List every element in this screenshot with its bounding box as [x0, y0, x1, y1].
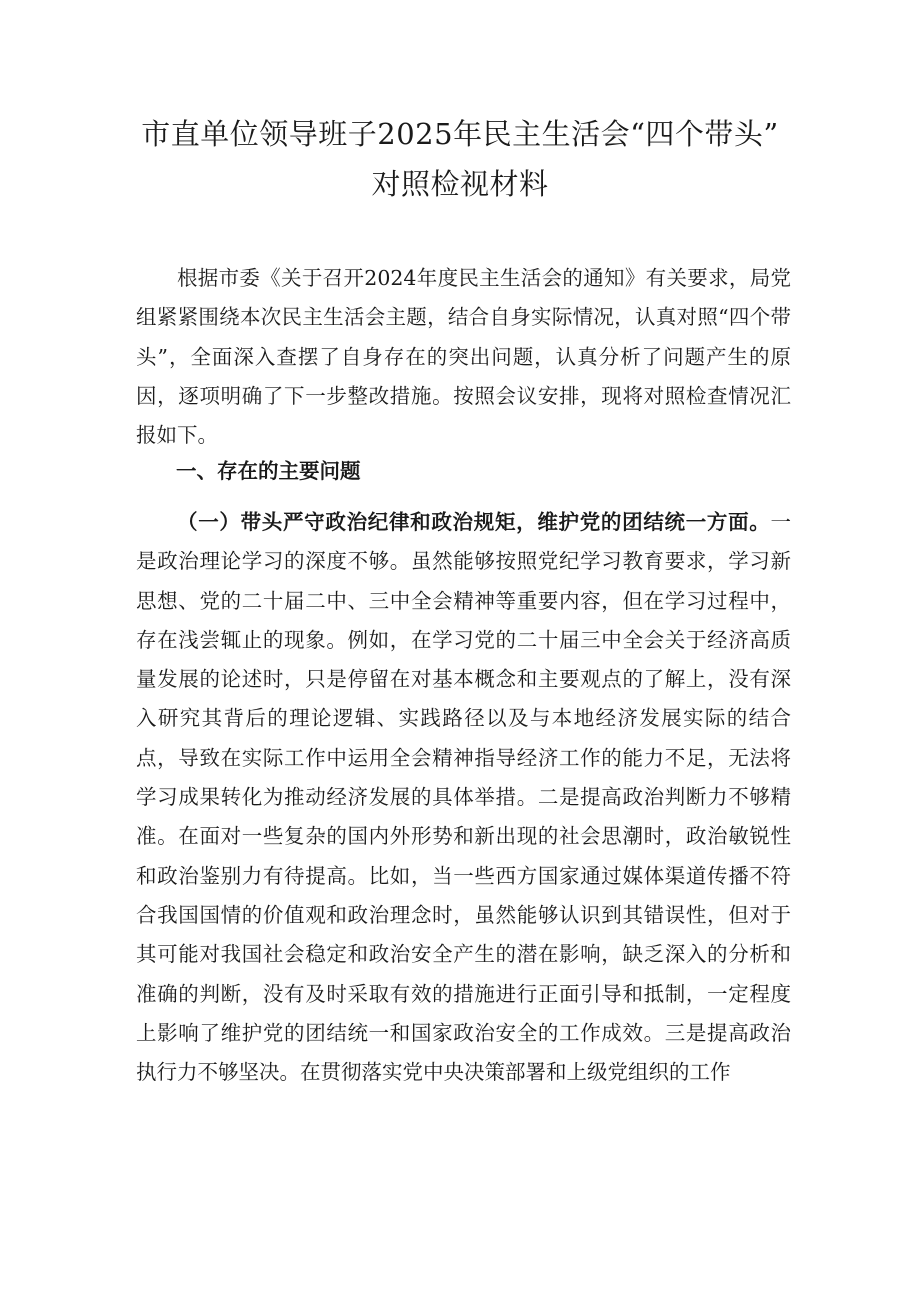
- section-1-paragraph: [136, 503, 791, 1092]
- section-heading-1: 一、存在的主要问题: [176, 459, 361, 483]
- document-title-line-1: 市直单位领导班子2025年民主生活会“四个带头”: [141, 117, 779, 151]
- intro-paragraph: 根据市委《关于召开2024年度民主生活会的通知》有关要求，局党组紧紧围绕本次民主生活会主题，结合自身实际情况，认真对照“四个带头”，全面深入查摆了自身存在的突出问题，认真分析了问题产生的原因，逐项明确了下一步整改措施。按照会议安排，现将对照检查情况汇报如下。: [136, 266, 791, 448]
- section-1-lead: （一）带头严守政治纪律和政治规矩，维护党的团结统一方面。: [177, 510, 771, 534]
- section-1-body: 一是政治理论学习的深度不够。虽然能够按照党纪学习教育要求，学习新思想、党的二十届二中、三中全会精神等重要内容，但在学习过程中，存在浅尝辄止的现象。例如，在学习党的二十届三中全会关于经济高质量发展的论述时，只是停留在对基本概念和主要观点的了解上，没有深入研究其背后的理论逻辑、实践路径以及与本地经济发展实际的结合点，导致在实际工作中运用全会精神指导经济工作的能力不足，无法将学习成果转化为推动经济发展的具体举措。二是提高政治判断力不够精准。在面对一些复杂的国内外形势和新出现的社会思潮时，政治敏锐性和政治鉴别力有待提高。比如，当一些西方国家通过媒体渠道传播不符合我国国情的价值观和政治理念时，虽然能够认识到其错误性，但对于其可能对我国社会稳定和政治安全产生的潜在影响，缺乏深入的分析和准确的判断，没有及时采取有效的措施进行正面引导和抵制，一定程度上影响了维护党的团结统一和国家政治安全的工作成效。三是提高政治执行力不够坚决。在贯彻落实党中央决策部署和上级党组织的工作: [136, 510, 791, 1085]
- document-title-line-2: 对照检视材料: [371, 167, 549, 201]
